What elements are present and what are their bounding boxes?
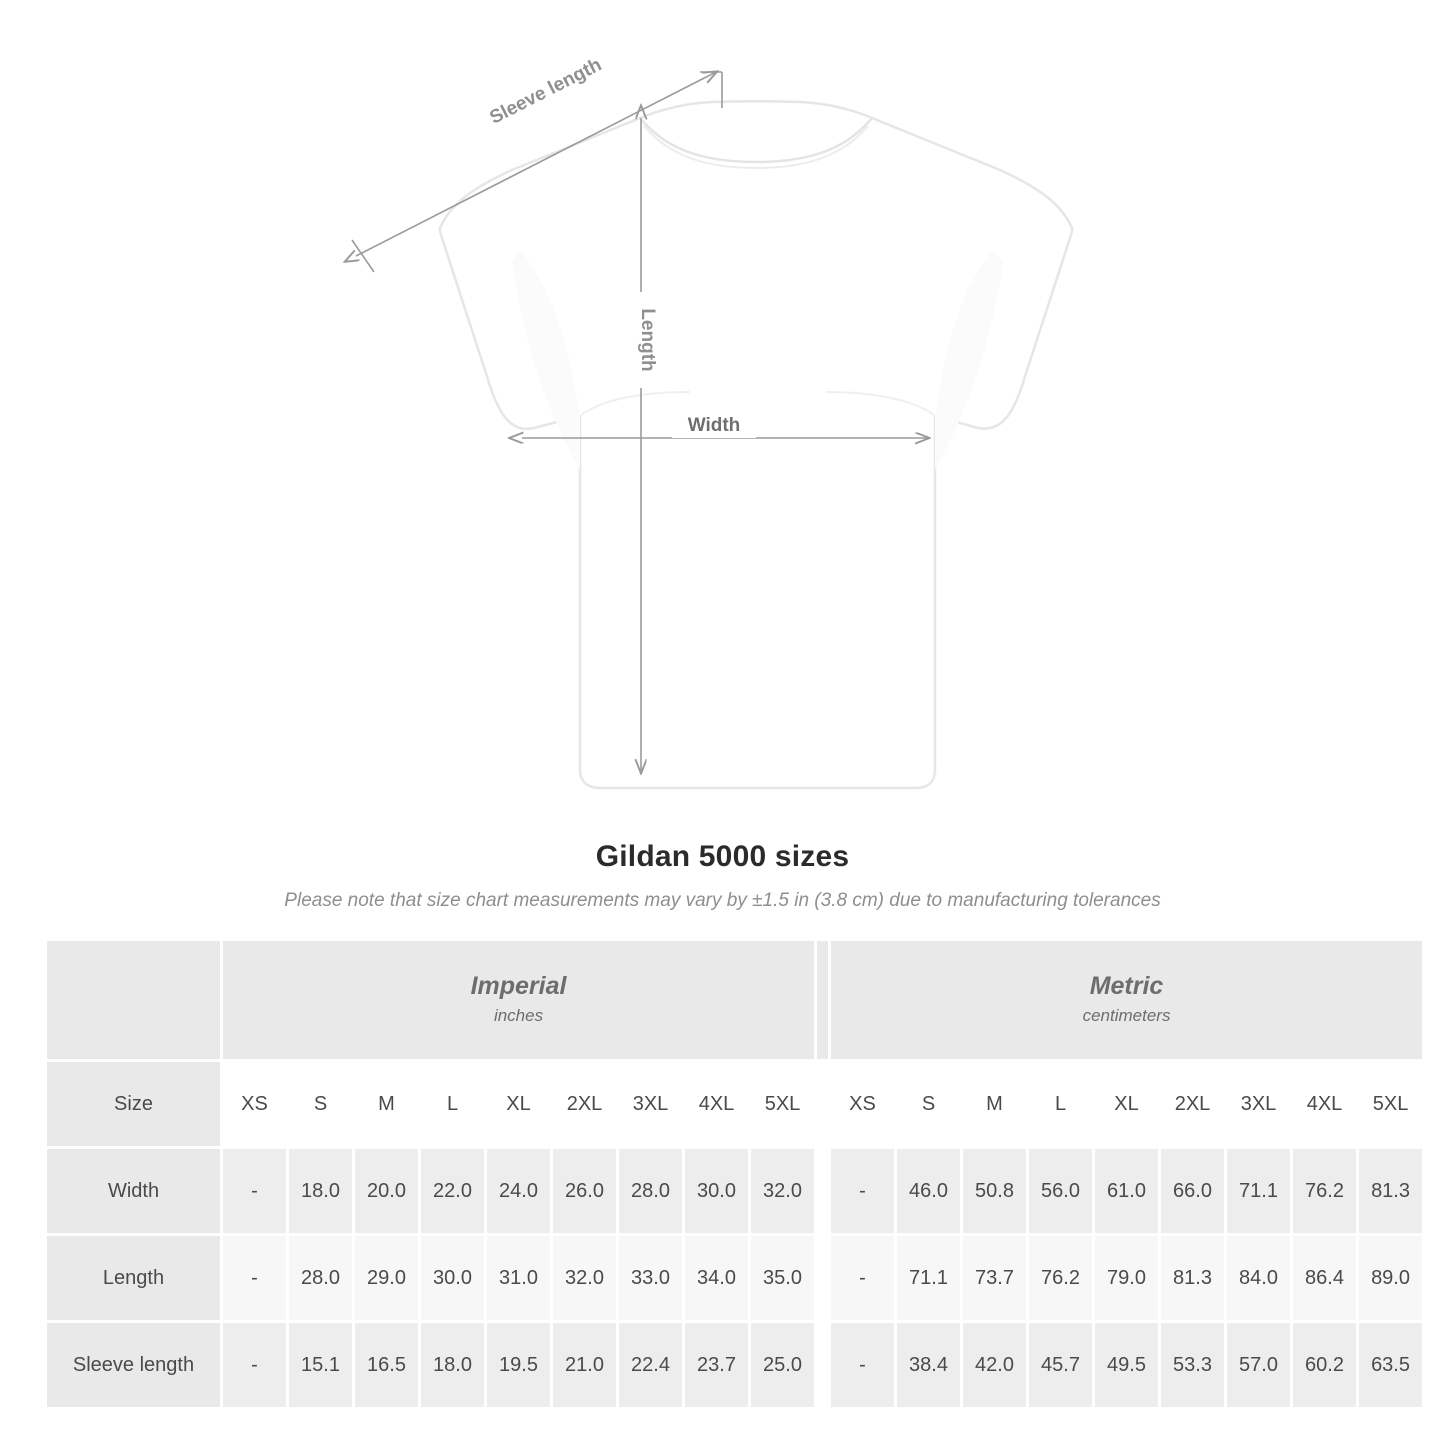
unit-header-imperial bbox=[222, 940, 816, 1061]
length-label: Length bbox=[636, 308, 658, 372]
cell-length-met-2: 73.7 bbox=[962, 1235, 1028, 1322]
cell-width-met-3: 56.0 bbox=[1028, 1148, 1094, 1235]
cell-sleeve-met-0: - bbox=[830, 1322, 896, 1409]
cell-sleeve-met-3: 45.7 bbox=[1028, 1322, 1094, 1409]
size-row-label: Size bbox=[46, 1061, 222, 1148]
sleeve-length-label: Sleeve length bbox=[486, 54, 606, 129]
page-title: Gildan 5000 sizes bbox=[595, 840, 850, 873]
size-header-imp-8: 5XL bbox=[750, 1061, 816, 1148]
row-label-width: Width bbox=[46, 1148, 222, 1235]
cell-sleeve-met-1: 38.4 bbox=[896, 1322, 962, 1409]
cell-length-imp-0: - bbox=[222, 1235, 288, 1322]
cell-length-met-3: 76.2 bbox=[1028, 1235, 1094, 1322]
cell-width-met-2: 50.8 bbox=[962, 1148, 1028, 1235]
cell-width-imp-4: 24.0 bbox=[486, 1148, 552, 1235]
cell-sleeve-met-6: 57.0 bbox=[1226, 1322, 1292, 1409]
size-header-imp-0: XS bbox=[222, 1061, 288, 1148]
cell-sleeve-met-8: 63.5 bbox=[1358, 1322, 1424, 1409]
size-header-met-2: M bbox=[962, 1061, 1028, 1148]
cell-length-met-0: - bbox=[830, 1235, 896, 1322]
cell-sleeve-met-4: 49.5 bbox=[1094, 1322, 1160, 1409]
cell-length-imp-5: 32.0 bbox=[552, 1235, 618, 1322]
unit-header-row bbox=[46, 940, 1424, 1061]
size-table bbox=[44, 938, 1425, 1410]
cell-width-met-0: - bbox=[830, 1148, 896, 1235]
size-header-imp-1: S bbox=[288, 1061, 354, 1148]
cell-width-met-5: 66.0 bbox=[1160, 1148, 1226, 1235]
cell-length-imp-1: 28.0 bbox=[288, 1235, 354, 1322]
cell-width-imp-2: 20.0 bbox=[354, 1148, 420, 1235]
size-header-imp-6: 3XL bbox=[618, 1061, 684, 1148]
cell-sleeve-imp-8: 25.0 bbox=[750, 1322, 816, 1409]
size-header-met-5: 2XL bbox=[1160, 1061, 1226, 1148]
cell-length-met-4: 79.0 bbox=[1094, 1235, 1160, 1322]
size-header-met-6: 3XL bbox=[1226, 1061, 1292, 1148]
cell-width-imp-6: 28.0 bbox=[618, 1148, 684, 1235]
table-row bbox=[46, 1235, 1424, 1322]
unit-header-gap bbox=[816, 940, 830, 1061]
cell-length-met-1: 71.1 bbox=[896, 1235, 962, 1322]
cell-length-met-6: 84.0 bbox=[1226, 1235, 1292, 1322]
unit-name-imperial: Imperial bbox=[470, 971, 567, 1000]
cell-sleeve-imp-1: 15.1 bbox=[288, 1322, 354, 1409]
cell-length-imp-2: 29.0 bbox=[354, 1235, 420, 1322]
cell-sleeve-imp-3: 18.0 bbox=[420, 1322, 486, 1409]
size-header-met-3: L bbox=[1028, 1061, 1094, 1148]
cell-sleeve-met-7: 60.2 bbox=[1292, 1322, 1358, 1409]
cell-width-imp-0: - bbox=[222, 1148, 288, 1235]
cell-sleeve-met-5: 53.3 bbox=[1160, 1322, 1226, 1409]
cell-length-imp-7: 34.0 bbox=[684, 1235, 750, 1322]
cell-width-imp-5: 26.0 bbox=[552, 1148, 618, 1235]
unit-header-spacer bbox=[46, 940, 222, 1061]
size-header-imp-5: 2XL bbox=[552, 1061, 618, 1148]
cell-length-met-8: 89.0 bbox=[1358, 1235, 1424, 1322]
size-header-imp-3: L bbox=[420, 1061, 486, 1148]
cell-sleeve-imp-0: - bbox=[222, 1322, 288, 1409]
size-header-met-1: S bbox=[896, 1061, 962, 1148]
cell-width-met-7: 76.2 bbox=[1292, 1148, 1358, 1235]
cell-length-met-7: 86.4 bbox=[1292, 1235, 1358, 1322]
table-row bbox=[46, 1148, 1424, 1235]
cell-sleeve-imp-5: 21.0 bbox=[552, 1322, 618, 1409]
cell-width-imp-3: 22.0 bbox=[420, 1148, 486, 1235]
row-gap-sleeve bbox=[816, 1322, 830, 1409]
cell-sleeve-imp-7: 23.7 bbox=[684, 1322, 750, 1409]
cell-sleeve-imp-4: 19.5 bbox=[486, 1322, 552, 1409]
row-label-length: Length bbox=[46, 1235, 222, 1322]
cell-width-met-1: 46.0 bbox=[896, 1148, 962, 1235]
unit-header-metric bbox=[830, 940, 1424, 1061]
cell-width-imp-1: 18.0 bbox=[288, 1148, 354, 1235]
size-header-met-7: 4XL bbox=[1292, 1061, 1358, 1148]
unit-sub-imperial: inches bbox=[493, 1006, 544, 1026]
size-header-met-4: XL bbox=[1094, 1061, 1160, 1148]
cell-length-imp-8: 35.0 bbox=[750, 1235, 816, 1322]
size-header-imp-2: M bbox=[354, 1061, 420, 1148]
row-gap-width bbox=[816, 1148, 830, 1235]
chart-title-block bbox=[0, 840, 1445, 912]
width-label: Width bbox=[687, 415, 741, 437]
unit-name-metric: Metric bbox=[1089, 971, 1164, 1000]
size-table-container bbox=[44, 938, 1410, 1410]
size-header-row bbox=[46, 1061, 1424, 1148]
cell-width-met-6: 71.1 bbox=[1226, 1148, 1292, 1235]
size-header-gap bbox=[816, 1061, 830, 1148]
cell-width-imp-7: 30.0 bbox=[684, 1148, 750, 1235]
cell-length-imp-6: 33.0 bbox=[618, 1235, 684, 1322]
size-header-imp-4: XL bbox=[486, 1061, 552, 1148]
cell-sleeve-imp-2: 16.5 bbox=[354, 1322, 420, 1409]
tolerance-note: Please note that size chart measurements may vary by ±1.5 in (3.8 cm) due to manufacturing tolerances bbox=[284, 890, 1161, 911]
row-gap-length bbox=[816, 1235, 830, 1322]
cell-width-met-4: 61.0 bbox=[1094, 1148, 1160, 1235]
size-header-met-8: 5XL bbox=[1358, 1061, 1424, 1148]
row-label-sleeve-length: Sleeve length bbox=[46, 1322, 222, 1409]
cell-length-imp-3: 30.0 bbox=[420, 1235, 486, 1322]
cell-width-imp-8: 32.0 bbox=[750, 1148, 816, 1235]
cell-sleeve-met-2: 42.0 bbox=[962, 1322, 1028, 1409]
size-header-met-0: XS bbox=[830, 1061, 896, 1148]
cell-length-imp-4: 31.0 bbox=[486, 1235, 552, 1322]
cell-sleeve-imp-6: 22.4 bbox=[618, 1322, 684, 1409]
tshirt-shape bbox=[440, 101, 1072, 788]
size-header-imp-7: 4XL bbox=[684, 1061, 750, 1148]
unit-sub-metric: centimeters bbox=[1082, 1006, 1171, 1026]
table-row bbox=[46, 1322, 1424, 1409]
cell-length-met-5: 81.3 bbox=[1160, 1235, 1226, 1322]
cell-width-met-8: 81.3 bbox=[1358, 1148, 1424, 1235]
